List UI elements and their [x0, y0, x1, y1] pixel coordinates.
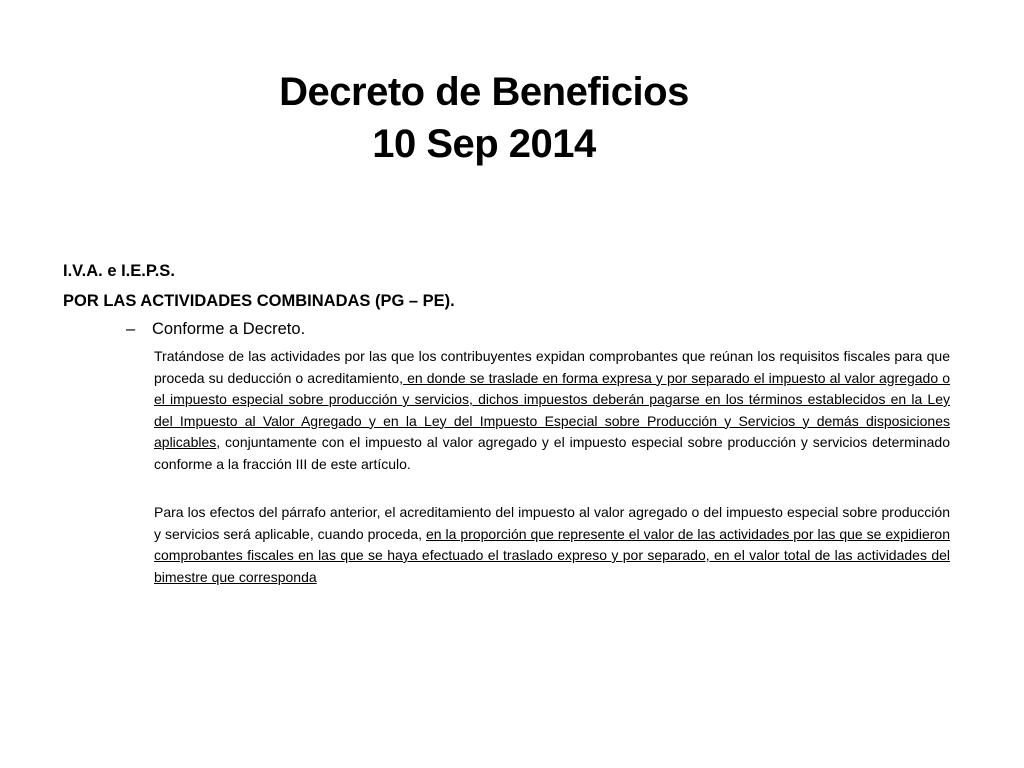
paragraph-2-underlined: en la proporción que represente el valor de las actividades por las que se expidieron comprobantes fiscales en las que se haya efectuado el traslado expreso y por separado, en el valor total de las actividades del bimestre que corresponda: [154, 525, 950, 585]
paragraph-2-text-a: Para los efectos del párrafo anterior, el acreditamiento del impuesto al valor agregado o del impuesto especial sobre producción y servicios será aplicable, cuando proceda,: [154, 504, 950, 542]
paragraph-1-underlined: , en donde se traslade en forma expresa y por separado el impuesto al valor agregado o el impuesto especial sobre producción y servicios, dichos impuestos deberán pagarse en los términos establecidos en la Ley del Impuesto al Valor Agregado y en la Ley del Impuesto Especial sobre Producción y Servicios y demás disposiciones aplicables: [154, 369, 950, 450]
paragraph-1-text-a: Tratándose de las actividades por las que los contribuyentes expidan comprobantes que reúnan los requisitos fiscales para que proceda su deducción o acreditamiento: [154, 348, 950, 386]
heading-iva-ieps: I.V.A. e I.E.P.S.: [63, 262, 175, 280]
slide-body: [63, 256, 953, 588]
paragraph-2: [154, 502, 950, 588]
slide-title: [0, 66, 968, 170]
bullet-item: [126, 316, 953, 342]
dash-bullet: –: [126, 320, 136, 338]
paragraph-1-text-b: , conjuntamente con el impuesto al valor agregado y el impuesto especial sobre producción y servicios determinado conforme a la fracción III de este artículo.: [154, 434, 950, 472]
title-line-2: 10 Sep 2014: [372, 122, 596, 166]
heading-actividades-combinadas: POR LAS ACTIVIDADES COMBINADAS (PG – PE).: [63, 292, 455, 310]
paragraph-1: [154, 346, 950, 475]
title-line-1: Decreto de Beneficios: [279, 70, 689, 114]
bullet-text: Conforme a Decreto.: [152, 320, 306, 338]
